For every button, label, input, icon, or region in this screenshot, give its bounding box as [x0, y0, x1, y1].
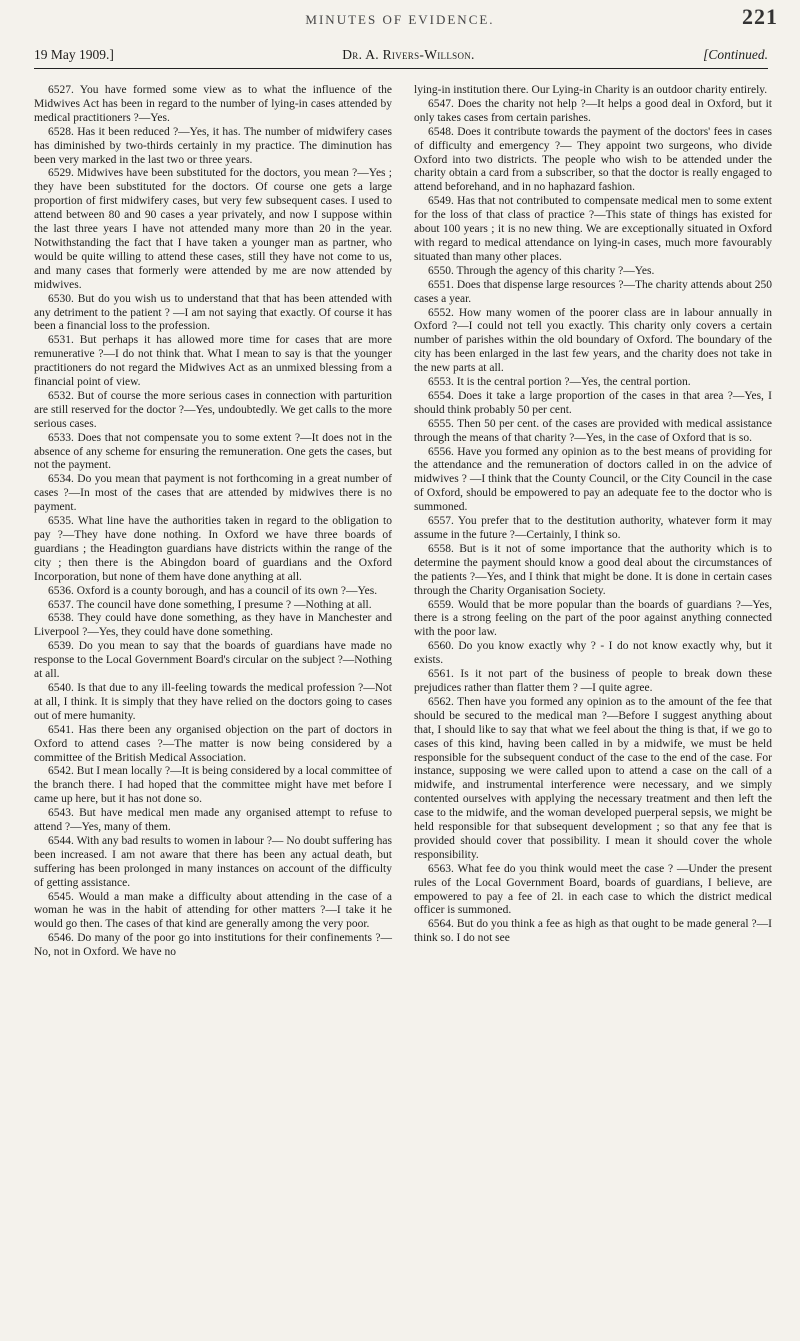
paragraph: 6540. Is that due to any ill-feeling towards the medical profession ?—Not at all, I think. It is simply that they have relied on the doctors going to cases out of mere humanity.: [34, 681, 392, 722]
right-column: [414, 84, 772, 960]
paragraph: 6528. Has it been reduced ?—Yes, it has. The number of midwifery cases has diminished by two-thirds certainly in my practice. The diminution has been very marked in the last two or three years.: [34, 125, 392, 166]
paragraph: 6543. But have medical men made any organised attempt to refuse to attend ?—Yes, many of them.: [34, 807, 392, 834]
paragraph: 6548. Does it contribute towards the payment of the doctors' fees in cases of difficulty and emergency ?— They appoint two surgeons, who divide Oxford into two districts. The people who wish to be attended under the charity obtain a card from a subscriber, so that the doctor is really engaged to attend beforehand, and in no haphazard fashion.: [414, 125, 772, 194]
paragraph: 6547. Does the charity not help ?—It helps a good deal in Oxford, but it only takes cases from certain parishes.: [414, 97, 772, 124]
page-header: [34, 47, 768, 69]
paragraph: 6532. But of course the more serious cases in connection with parturition are still reserved for the doctor ?—Yes, undoubtedly. We get calls to the more serious cases.: [34, 389, 392, 430]
paragraph: 6562. Then have you formed any opinion as to the amount of the fee that should be secured to the medical man ?—Before I suggest anything about that, I should like to say that what we feel about the thing is that, if we go to cases of this kind, having been called in by a midwife, we must be held responsible for the subsequent conduct of the case to the end of the case. For instance, supposing we were called upon to attend a case on the call of a midwife, and instrumental interference were necessary, and we simply contented ourselves with applying the necessary treatment and then left the case to the midwife, and the woman developed puerperal sepsis, we might be held responsible for that subsequent development ; so that any fee that is provided should cover that possibility. I mean it should cover the whole responsibility.: [414, 695, 772, 861]
text-columns: [34, 84, 772, 960]
left-column: [34, 84, 392, 960]
paragraph: 6541. Has there been any organised objection on the part of doctors in Oxford to attend cases ?—The matter is now being considered by a committee of the British Medical Association.: [34, 723, 392, 764]
paragraph: 6560. Do you know exactly why ? - I do not know exactly why, but it exists.: [414, 640, 772, 667]
header-status: [Continued.: [703, 47, 768, 62]
paragraph: 6552. How many women of the poorer class are in labour annually in Oxford ?—I could not tell you exactly. This charity only covers a certain number of parishes within the old boundary of Oxford. The boundary of the city has been enlarged in the last few years, and the charity does not take in the new parts at all.: [414, 306, 772, 375]
paragraph: 6554. Does it take a large proportion of the cases in that area ?—Yes, I should think probably 50 per cent.: [414, 389, 772, 416]
paragraph: 6550. Through the agency of this charity ?—Yes.: [428, 264, 655, 277]
paragraph: 6539. Do you mean to say that the boards of guardians have made no response to the Local Government Board's circular on the subject ?—Nothing at all.: [34, 640, 392, 681]
paragraph: 6555. Then 50 per cent. of the cases are provided with medical assistance through the means of that charity ?—Yes, in the case of Oxford that is so.: [414, 417, 772, 444]
paragraph: 6546. Do many of the poor go into institutions for their confinements ?—No, not in Oxford. We have no: [34, 932, 392, 959]
paragraph: 6558. But is it not of some importance that the authority which is to determine the payment should know a good deal about the circumstances of the patients ?—Yes, and I think that might be done. It is done in certain cases through the Charity Organisation Society.: [414, 542, 772, 597]
paragraph: 6557. You prefer that to the destitution authority, whatever form it may assume in the future ?—Certainly, I think so.: [414, 515, 772, 541]
paragraph: 6549. Has that not contributed to compensate medical men to some extent for the loss of that class of practice ?—This state of things has existed for about 100 years ; it is no new thing. We are exceptionally situated in Oxford with regard to medical attendance on lying-in cases, much more favourably situated than many other places.: [414, 195, 772, 263]
paragraph: lying-in institution there. Our Lying-in Charity is an outdoor charity entirely.: [414, 84, 768, 96]
paragraph: 6545. Would a man make a difficulty about attending in the case of a woman he was in the habit of attending for other matters ?—I take it he would go then. The cases of that kind are generally among the very poor.: [34, 890, 392, 931]
paragraph: 6544. With any bad results to women in labour ?— No doubt suffering has been increased. I am not aware that there has been any actual death, but suffering has been prolonged in many instances on account of the difficulty of getting assistance.: [34, 834, 392, 889]
paragraph: 6535. What line have the authorities taken in regard to the obligation to pay ?—They have done nothing. In Oxford we have three boards of guardians ; the Headington guardians have districts within the range of the city ; then there is the Abingdon board of guardians and the Oxford Incorporation, but none of them have done anything at all.: [34, 515, 392, 583]
paragraph: 6561. Is it not part of the business of people to break down these prejudices rather than flatter them ? —I quite agree.: [414, 668, 772, 694]
paragraph: 6542. But I mean locally ?—It is being considered by a local committee of the branch there. I had hoped that the committee might have met before I came up here, but it has not done so.: [34, 765, 392, 806]
paragraph: 6559. Would that be more popular than the boards of guardians ?—Yes, there is a strong feeling on the part of the poor against anything connected with the poor law.: [414, 598, 772, 639]
paragraph: 6563. What fee do you think would meet the case ? —Under the present rules of the Local Government Board, boards of guardians, I believe, are empowered to pay a fee of 2l. in each case to which the district medical officer is summoned.: [414, 862, 772, 917]
paragraph: 6551. Does that dispense large resources ?—The charity attends about 250 cases a year.: [414, 278, 772, 305]
paragraph: 6529. Midwives have been substituted for the doctors, you mean ?—Yes ; they have been substituted for the doctors. Of course one gets a large proportion of first midwifery cases, but very few subsequent cases. I used to attend between 80 and 90 cases a year privately, and now I suppose within the last three years I have not attended many more than 20 in the year. Notwithstanding the fact that I have taken a younger man as partner, who would be quite willing to attend these cases, still they have not come to us, and many cases that formerly were attended by me are now attended by midwives.: [34, 167, 392, 291]
header-witness: Dr. A. Rivers-Willson.: [342, 47, 475, 62]
paragraph: 6530. But do you wish us to understand that that has been attended with any detriment to the patient ? —I am not saying that exactly. Of course it has been a financial loss to the profession.: [34, 292, 392, 333]
header-date: 19 May 1909.]: [34, 47, 114, 62]
paragraph: 6527. You have formed some view as to what the influence of the Midwives Act has been in regard to the number of lying-in cases attended by medical practitioners ?—Yes.: [34, 84, 392, 124]
paragraph: 6553. It is the central portion ?—Yes, the central portion.: [428, 376, 691, 389]
page-number: 221: [742, 4, 778, 29]
paragraph: 6531. But perhaps it has allowed more time for cases that are more remunerative ?—I do not think that. What I mean to say is that the younger practitioners do not regard the Midwives Act as an unmixed blessing from a financial point of view.: [34, 334, 392, 389]
paragraph: 6564. But do you think a fee as high as that ought to be made general ?—I think so. I do not see: [414, 918, 772, 945]
paragraph: 6538. They could have done something, as they have in Manchester and Liverpool ?—Yes, they could have done something.: [34, 612, 392, 639]
paragraph: 6534. Do you mean that payment is not forthcoming in a great number of cases ?—In most of the cases that are attended by midwives there is no payment.: [34, 473, 392, 514]
running-title: MINUTES OF EVIDENCE.: [305, 12, 495, 27]
paragraph: 6556. Have you formed any opinion as to the best means of providing for the attendance and the remuneration of doctors called in on the advice of midwives ? —I think that the County Council, or the City Council in the case of Oxford, should be empowered to pay an adequate fee to the doctor who is summoned.: [414, 445, 772, 514]
paragraph: 6537. The council have done something, I presume ? —Nothing at all.: [48, 598, 372, 611]
paragraph: 6533. Does that not compensate you to some extent ?—It does not in the absence of any scheme for ensuring the remuneration. One gets the cases, but not the payment.: [34, 431, 392, 472]
paragraph: 6536. Oxford is a county borough, and has a council of its own ?—Yes.: [48, 584, 378, 597]
